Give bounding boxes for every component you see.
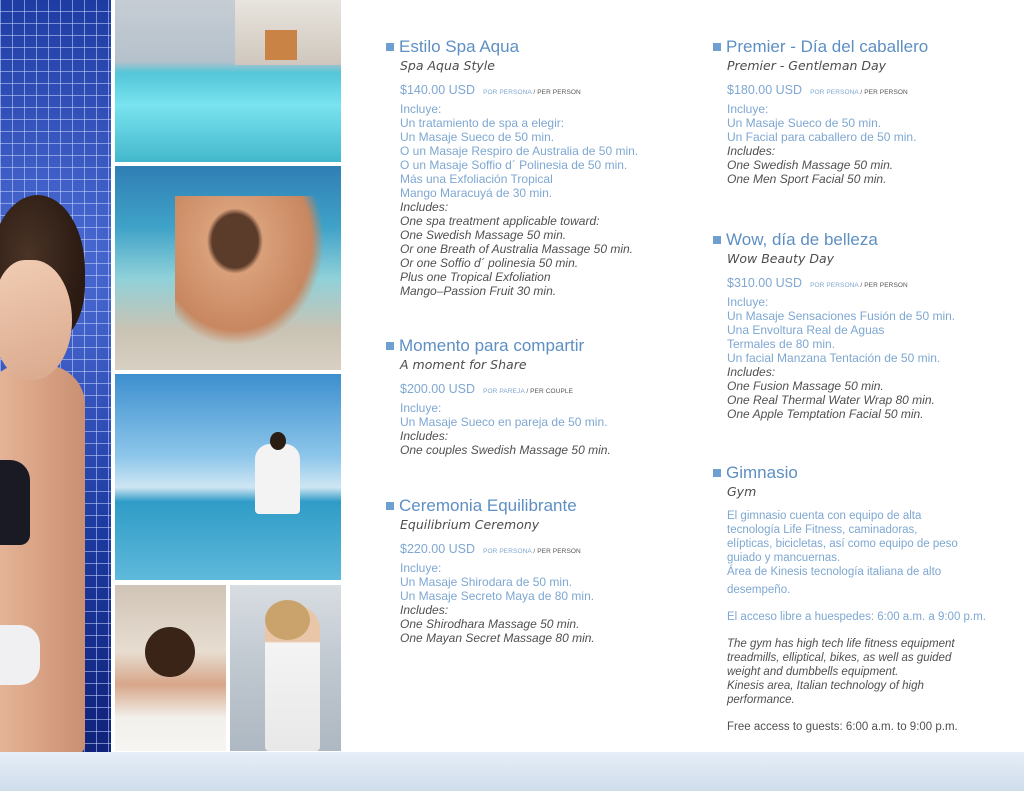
section-estilo-spa-aqua: [386, 37, 676, 298]
price-row: [727, 83, 1013, 97]
price-unit: POR PERSONA / PER PERSON: [810, 89, 908, 96]
pool-photo: [115, 0, 341, 162]
includes-line: Un Masaje Sueco en pareja de 50 min.: [400, 415, 608, 429]
price: $140.00 USD: [400, 83, 476, 97]
price-row: [400, 83, 676, 97]
includes-line: Un facial Manzana Tentación de 50 min.: [727, 351, 941, 365]
includes-line: Includes:: [400, 429, 449, 443]
section-gimnasio: [713, 463, 1013, 734]
includes-line: Mango–Passion Fruit 30 min.: [400, 284, 557, 298]
section-subtitle: Wow Beauty Day: [727, 251, 835, 266]
price-unit: POR PERSONA / PER PERSON: [810, 282, 908, 289]
includes-line: Un Facial para caballero de 50 min.: [727, 130, 917, 144]
bullet-icon: [386, 502, 394, 510]
section-title: Premier - Día del caballero: [726, 37, 929, 56]
section-subtitle: A moment for Share: [400, 357, 527, 372]
includes-line: Un Masaje Sueco de 50 min.: [400, 130, 555, 144]
bullet-icon: [386, 342, 394, 350]
section-subtitle: Premier - Gentleman Day: [727, 58, 887, 73]
includes-list: [400, 102, 676, 298]
includes-line: One Real Thermal Water Wrap 80 min.: [727, 393, 935, 407]
price-row: [400, 542, 676, 556]
gym-access-es: El acceso libre a huespedes: 6:00 a.m. a 9:00 p.m.: [727, 611, 986, 623]
section-momento-para-compartir: [386, 336, 676, 457]
bullet-icon: [713, 236, 721, 244]
includes-line: O un Masaje Soffio d´ Polinesia de 50 min.: [400, 158, 628, 172]
includes-line: Or one Breath of Australia Massage 50 min.: [400, 242, 634, 256]
includes-list: [727, 102, 1013, 186]
includes-line: Un Masaje Shirodara de 50 min.: [400, 575, 573, 589]
includes-list: [727, 295, 1013, 421]
includes-line: Un Masaje Sueco de 50 min.: [727, 116, 882, 130]
includes-line: One Shirodhara Massage 50 min.: [400, 617, 580, 631]
includes-line: Incluye:: [727, 295, 769, 309]
includes-line: One Swedish Massage 50 min.: [727, 158, 894, 172]
price-unit: POR PERSONA / PER PERSON: [483, 548, 581, 555]
includes-line: Más una Exfoliación Tropical: [400, 172, 553, 186]
includes-list: [400, 561, 676, 645]
section-premier: [713, 37, 1013, 186]
bullet-icon: [713, 43, 721, 51]
section-subtitle: Gym: [727, 484, 757, 499]
gym-photo: [230, 585, 341, 751]
massage-photo: [115, 585, 226, 751]
section-subtitle: Spa Aqua Style: [400, 58, 495, 73]
includes-line: Plus one Tropical Exfoliation: [400, 270, 551, 284]
includes-line: One Mayan Secret Massage 80 min.: [400, 631, 595, 645]
includes-line: One Swedish Massage 50 min.: [400, 228, 567, 242]
includes-line: Termales de 80 min.: [727, 337, 836, 351]
includes-line: Includes:: [727, 144, 776, 158]
price: $180.00 USD: [727, 83, 803, 97]
includes-line: Or one Soffio d´ polinesia 50 min.: [400, 256, 579, 270]
price: $310.00 USD: [727, 276, 803, 290]
bullet-icon: [386, 43, 394, 51]
section-title: Ceremonia Equilibrante: [399, 496, 577, 515]
bullet-icon: [713, 469, 721, 477]
price-unit: POR PERSONA / PER PERSON: [483, 89, 581, 96]
gym-access-en: Free access to guests: 6:00 a.m. to 9:00 p.m.: [727, 721, 958, 733]
includes-line: Una Envoltura Real de Aguas: [727, 323, 885, 337]
includes-line: O un Masaje Respiro de Australia de 50 min.: [400, 144, 639, 158]
price-row: [400, 382, 676, 396]
sea-man-photo: [115, 374, 341, 580]
price-unit: POR PAREJA / PER COUPLE: [483, 388, 574, 395]
includes-line: One Fusion Massage 50 min.: [727, 379, 884, 393]
includes-line: Mango Maracuyá de 30 min.: [400, 186, 553, 200]
includes-line: Un Masaje Sensaciones Fusión de 50 min.: [727, 309, 956, 323]
includes-line: Un Masaje Secreto Maya de 80 min.: [400, 589, 595, 603]
includes-line: One couples Swedish Massage 50 min.: [400, 443, 611, 457]
price: $220.00 USD: [400, 542, 476, 556]
price: $200.00 USD: [400, 382, 476, 396]
includes-line: Includes:: [727, 365, 776, 379]
includes-line: Incluye:: [400, 102, 442, 116]
includes-line: Incluye:: [400, 401, 442, 415]
includes-line: One spa treatment applicable toward:: [400, 214, 600, 228]
section-title: Gimnasio: [726, 463, 798, 482]
gym-description-en: The gym has high tech life fitness equipment treadmills, elliptical, bikes, as well as guided weight and dumbbells equipment. Kinesis area, Italian technology of high performance.: [727, 638, 955, 706]
beach-couple-photo: [115, 166, 341, 370]
woman-photo: [0, 195, 108, 752]
section-ceremonia-equilibrante: [386, 496, 676, 645]
section-wow-dia-de-belleza: [713, 230, 1013, 421]
includes-list: [400, 401, 676, 457]
includes-line: One Apple Temptation Facial 50 min.: [727, 407, 924, 421]
section-title: Wow, día de belleza: [726, 230, 878, 249]
price-row: [727, 276, 1013, 290]
includes-line: Includes:: [400, 200, 449, 214]
gym-description-es: El gimnasio cuenta con equipo de alta tecnología Life Fitness, caminadoras, elípticas, bicicletas, así como equipo de peso guiado y mancuernas. Área de Kinesis tecnología italiana de alto desempeño.: [727, 510, 958, 596]
section-subtitle: Equilibrium Ceremony: [400, 517, 540, 532]
includes-line: Incluye:: [727, 102, 769, 116]
includes-line: One Men Sport Facial 50 min.: [727, 172, 887, 186]
footer-band: [0, 752, 1024, 791]
includes-line: Incluye:: [400, 561, 442, 575]
includes-line: Un tratamiento de spa a elegir:: [400, 116, 565, 130]
includes-line: Includes:: [400, 603, 449, 617]
section-title: Estilo Spa Aqua: [399, 37, 520, 56]
section-title: Momento para compartir: [399, 336, 585, 355]
